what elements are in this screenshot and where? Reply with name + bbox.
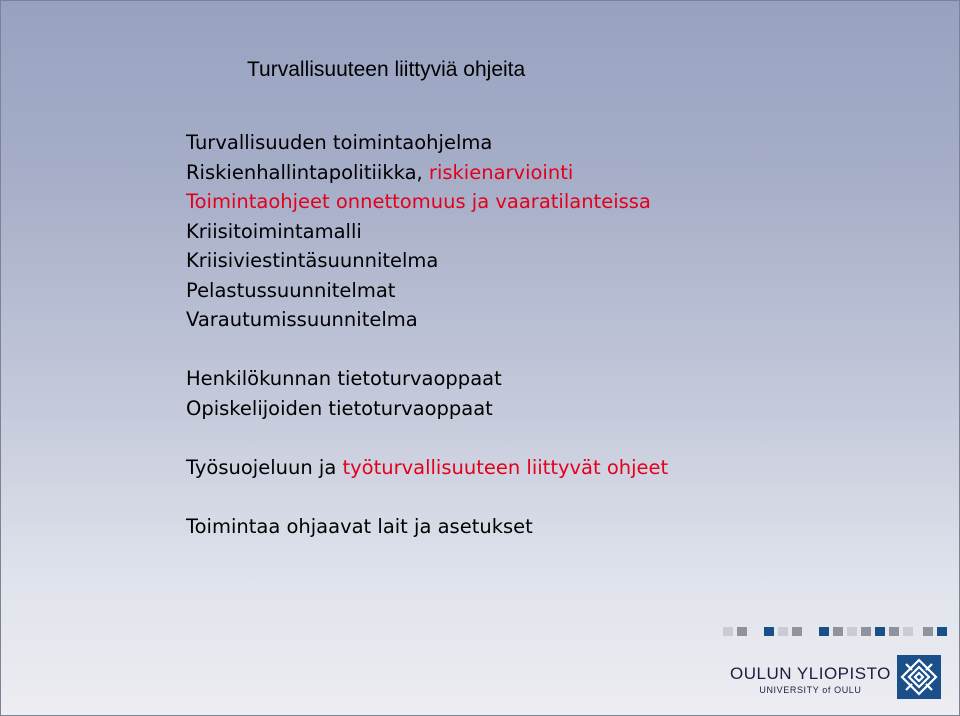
- list-item: Toimintaa ohjaavat lait ja asetukset: [186, 514, 533, 538]
- spacer: [186, 482, 668, 512]
- square-decoration: [875, 627, 885, 636]
- slide-title: Turvallisuuteen liittyviä ohjeita: [247, 58, 526, 81]
- spacer: [186, 335, 668, 365]
- square-decoration: [903, 627, 913, 636]
- list-item-link[interactable]: työturvallisuuteen liittyvät ohjeet: [342, 455, 669, 479]
- list-item: [186, 453, 668, 483]
- square-decoration: [889, 627, 899, 636]
- list-item: Opiskelijoiden tietoturvaoppaat: [186, 396, 493, 420]
- spacer: [186, 423, 668, 453]
- square-decoration: [737, 627, 747, 636]
- list-item: [186, 158, 668, 188]
- square-decoration: [923, 627, 933, 636]
- list-item: Turvallisuuden toimintaohjelma: [186, 131, 493, 154]
- list-item: Kriisiviestintäsuunnitelma: [186, 249, 439, 272]
- list-item: Henkilökunnan tietoturvaoppaat: [186, 367, 502, 390]
- university-logo: [730, 664, 891, 696]
- slide-content: [186, 128, 668, 541]
- university-crest-icon: [897, 655, 941, 699]
- square-decoration: [723, 627, 733, 636]
- square-decoration: [819, 627, 829, 636]
- list-item: Varautumissuunnitelma: [186, 308, 418, 331]
- square-decoration: [792, 627, 802, 636]
- list-item: Pelastussuunnitelmat: [186, 278, 396, 302]
- square-decoration: [937, 627, 947, 636]
- list-item-text: Riskienhallintapolitiikka,: [186, 160, 429, 184]
- list-item-text: Työsuojeluun ja: [186, 455, 343, 479]
- square-decoration: [778, 627, 788, 636]
- logo-name: OULUN YLIOPISTO: [730, 664, 891, 683]
- square-decoration: [847, 627, 857, 636]
- square-decoration: [833, 627, 843, 636]
- list-item-link[interactable]: Toimintaohjeet onnettomuus ja vaaratilanteissa: [186, 190, 651, 213]
- square-decoration: [861, 627, 871, 636]
- logo-subtitle: UNIVERSITY of OULU: [759, 685, 862, 695]
- square-decoration: [764, 627, 774, 636]
- list-item: Kriisitoimintamalli: [186, 219, 362, 243]
- list-item-link[interactable]: riskienarviointi: [428, 160, 574, 184]
